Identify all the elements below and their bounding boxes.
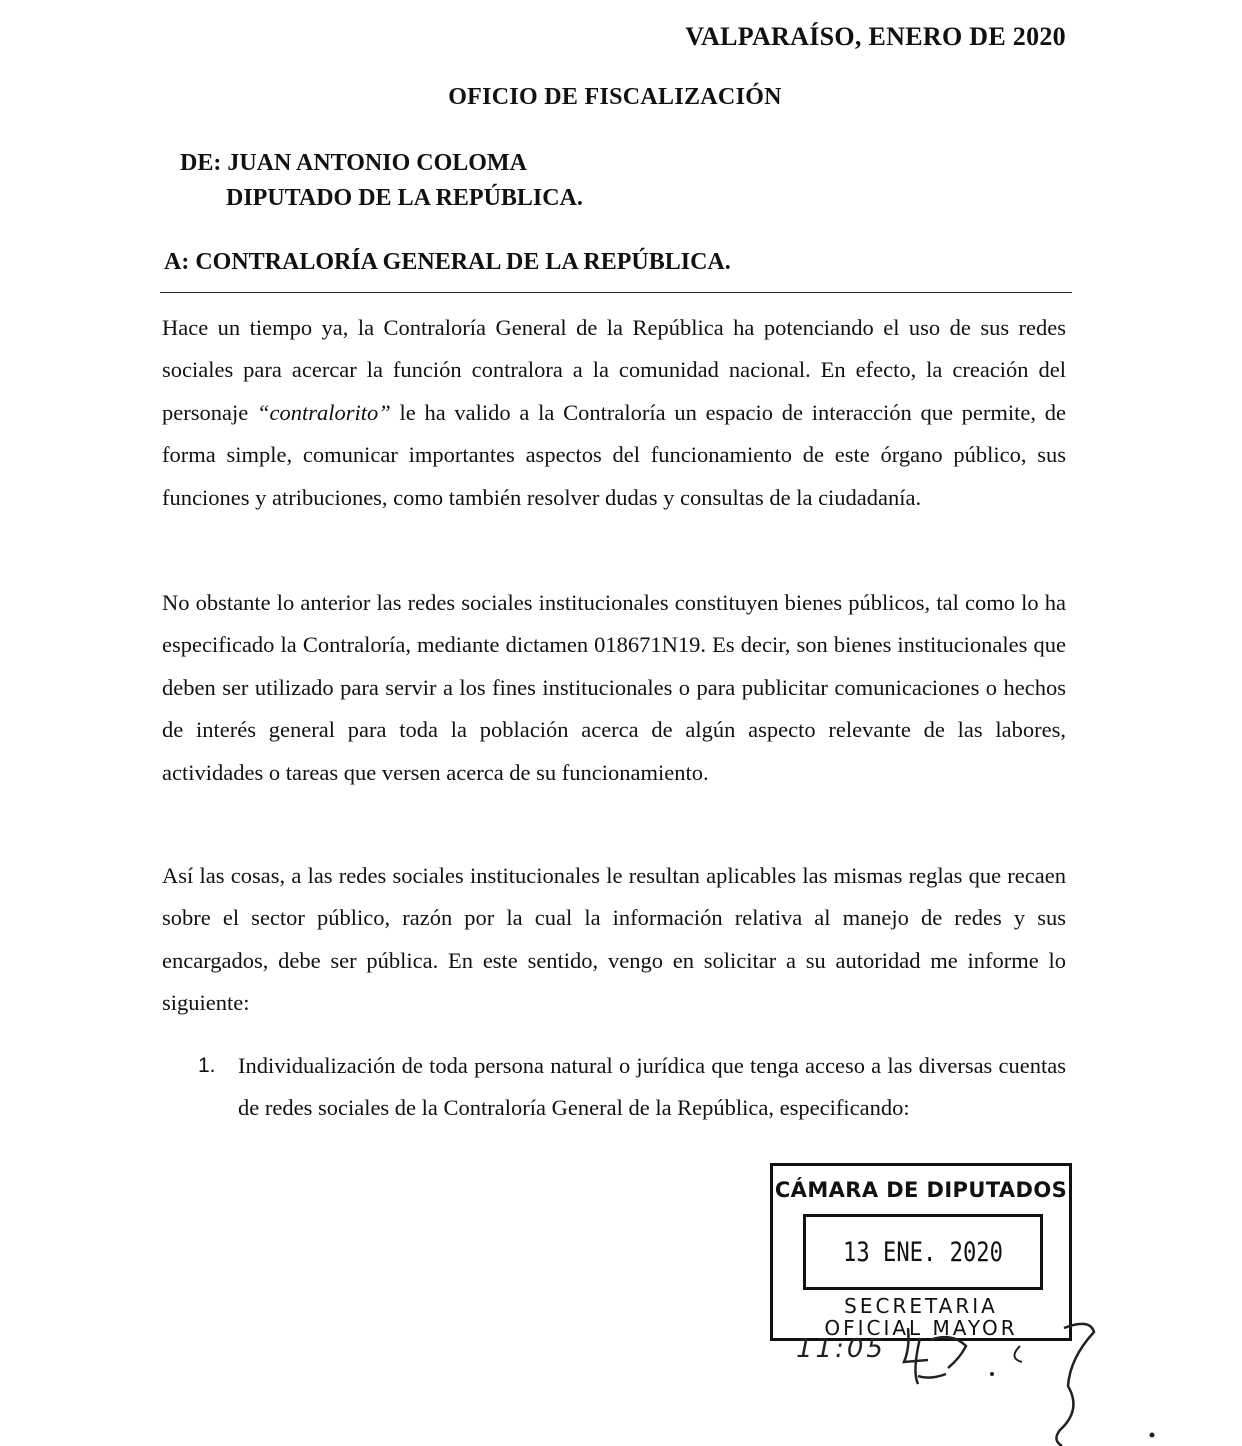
paragraph-3: Así las cosas, a las redes sociales institucionales le resultan aplicables las mismas reglas que recaen sobre el sector público, razón por la cual la información relativa al manejo de redes y sus encargados, debe ser pública. En este sentido, vengo en solicitar a su autoridad me informe lo siguiente: xyxy=(162,863,1066,1016)
sender-name: DE: JUAN ANTONIO COLOMA xyxy=(180,150,527,176)
list-item-text: Individualización de toda persona natural o jurídica que tenga acceso a las diversas cuentas de redes sociales de la Contraloría General de la República, especificando: xyxy=(238,1053,1066,1121)
contralorito-quote: “contralorito” xyxy=(256,399,391,425)
list-item xyxy=(198,1045,1066,1130)
stamp-date: 13 ENE. 2020 xyxy=(843,1237,1003,1268)
document-title: OFICIO DE FISCALIZACIÓN xyxy=(448,84,782,110)
stamp-secretaria: SECRETARIA xyxy=(844,1294,998,1318)
list-item-number: 1. xyxy=(198,1054,216,1077)
recipient: A: CONTRALORÍA GENERAL DE LA REPÚBLICA. xyxy=(164,249,731,275)
header-divider xyxy=(160,292,1072,293)
paragraph-2: No obstante lo anterior las redes sociales institucionales constituyen bienes públicos, tal como lo ha especificado la Contraloría, mediante dictamen 018671N19. Es decir, son bienes institucionales que deben ser utilizado para servir a los fines institucionales o para publicitar comunicaciones o hechos de interés general para toda la población acerca de algún aspecto relevante de las labores, actividades o tareas que versen acerca de su funcionamiento. xyxy=(162,590,1066,785)
paragraph-1-end: le ha valido a la Contraloría un espacio de interacción que permite, de forma simple, comunicar importantes aspectos del funcionamiento de este órgano público, sus funciones y atribuciones, como también resolver dudas y consultas de la ciudadanía. xyxy=(162,399,1066,510)
handwritten-annotation xyxy=(760,1300,1180,1446)
handwritten-signature xyxy=(760,1300,1180,1446)
stamp-oficial-mayor: OFICIAL MAYOR xyxy=(824,1316,1018,1340)
paragraph-1 xyxy=(162,307,1066,519)
sender-role: DIPUTADO DE LA REPÚBLICA. xyxy=(226,185,583,211)
paragraph-1-start: Hace un tiempo ya, la Contraloría General de la República ha potenciando el uso de sus redes sociales para acercar la función contralora a la comunidad nacional. En efecto, la creación del personaje xyxy=(162,315,1066,425)
stamp-header: CÁMARA DE DIPUTADOS xyxy=(774,1178,1068,1202)
handwritten-time: 11:05 xyxy=(796,1334,886,1364)
stamp-date-box xyxy=(803,1214,1043,1290)
document-date: VALPARAÍSO, ENERO DE 2020 xyxy=(685,22,1066,51)
